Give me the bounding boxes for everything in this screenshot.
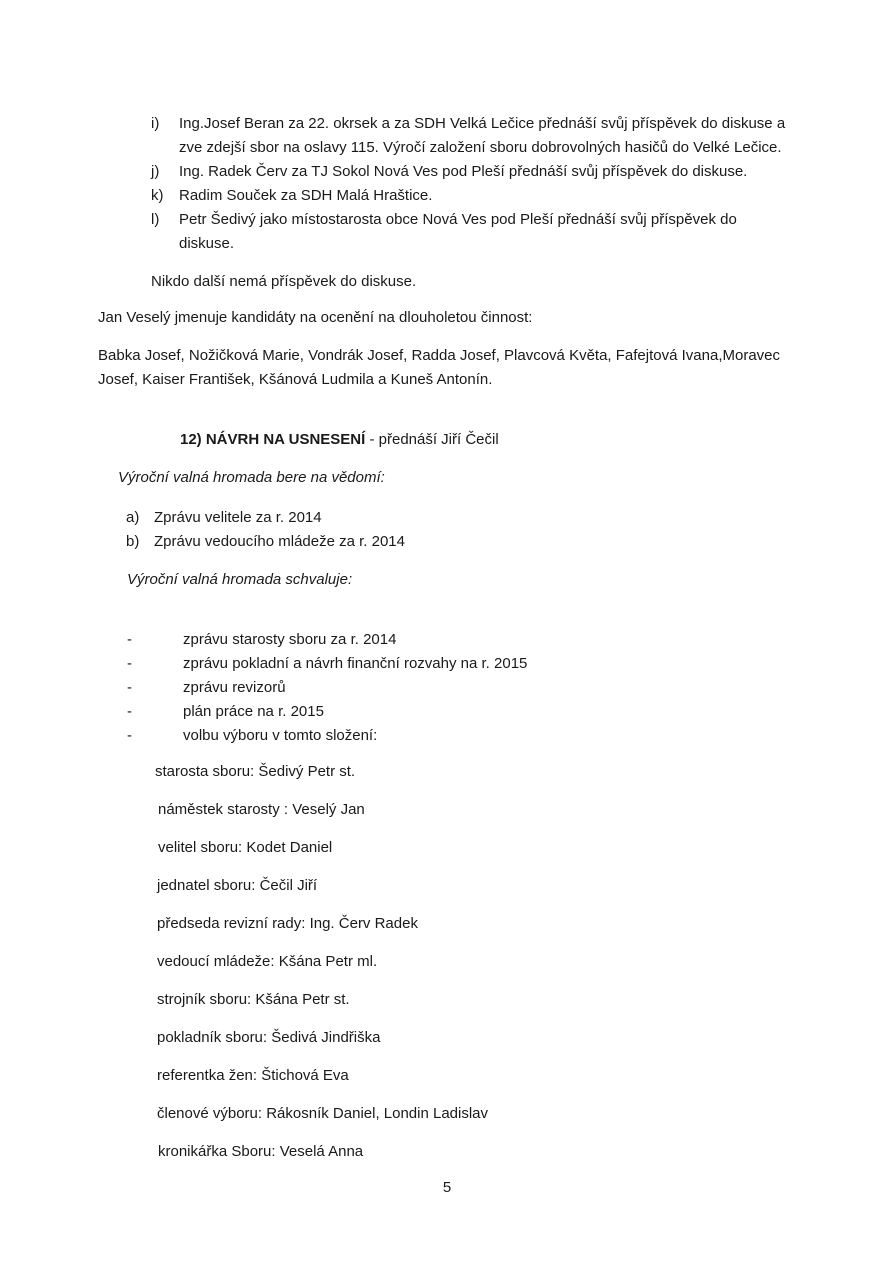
approves-item-text: zprávu revizorů: [183, 679, 286, 696]
approves-heading: Výroční valná hromada schvaluje:: [127, 571, 353, 588]
list-marker: j): [151, 163, 160, 180]
committee-member: starosta sboru: Šedivý Petr st.: [155, 763, 356, 780]
approves-item: [127, 700, 767, 724]
committee-member: členové výboru: Rákosník Daniel, Londin Ladislav: [157, 1105, 489, 1122]
approves-item: [127, 676, 767, 700]
list-item-line: Radim Souček za SDH Malá Hraštice.: [179, 187, 433, 204]
committee-member: velitel sboru: Kodet Daniel: [158, 839, 333, 856]
section-heading: [180, 428, 780, 452]
list-item-line: diskuse.: [179, 235, 235, 252]
approves-item: [127, 628, 767, 652]
takes-note-item-b: [126, 530, 726, 554]
committee-member: vedoucí mládeže: Kšána Petr ml.: [157, 953, 378, 970]
committee-member: kronikářka Sboru: Veselá Anna: [158, 1143, 364, 1160]
approves-item-text: volbu výboru v tomto složení:: [183, 727, 378, 744]
list-marker: l): [151, 211, 160, 228]
no-more-contributions: Nikdo další nemá příspěvek do diskuse.: [151, 273, 417, 290]
committee-member: pokladník sboru: Šedivá Jindřiška: [157, 1029, 381, 1046]
dash-marker: -: [127, 679, 132, 696]
list-item-line: Petr Šedivý jako místostarosta obce Nová Ves pod Pleší přednáší svůj příspěvek do: [179, 211, 737, 228]
list-item-line: Ing.Josef Beran za 22. okrsek a za SDH Velká Lečice přednáší svůj příspěvek do diskuse a: [179, 115, 786, 132]
takes-note-item-a: [126, 506, 726, 530]
list-marker: i): [151, 115, 160, 132]
candidates-line: Babka Josef, Nožičková Marie, Vondrák Josef, Radda Josef, Plavcová Květa, Fafejtová Ivana,Moravec: [98, 347, 781, 364]
dash-marker: -: [127, 703, 132, 720]
committee-member: strojník sboru: Kšána Petr st.: [157, 991, 350, 1008]
takes-note-heading: Výroční valná hromada bere na vědomí:: [118, 469, 385, 486]
dash-marker: -: [127, 655, 132, 672]
committee-member: jednatel sboru: Čečil Jiří: [157, 877, 318, 894]
committee-member: náměstek starosty : Veselý Jan: [158, 801, 365, 818]
dash-marker: -: [127, 631, 132, 648]
approves-item-text: plán práce na r. 2015: [183, 703, 324, 720]
page-number: 5: [442, 1179, 452, 1196]
candidates-list: [98, 344, 798, 392]
list-item-line: Ing. Radek Červ za TJ Sokol Nová Ves pod Pleší přednáší svůj příspěvek do diskuse.: [179, 163, 748, 180]
list-item-i: [151, 112, 791, 160]
candidates-line: Josef, Kaiser František, Kšánová Ludmila a Kuneš Antonín.: [98, 371, 493, 388]
list-item-j: [151, 160, 791, 184]
list-item-line: zve zdejší sbor na oslavy 115. Výročí založení sboru dobrovolných hasičů do Velké Lečice.: [179, 139, 782, 156]
approves-list: [127, 628, 767, 748]
approves-item: [127, 652, 767, 676]
candidates-intro: Jan Veselý jmenuje kandidáty na ocenění na dlouholetou činnost:: [98, 309, 533, 326]
list-item-l: [151, 208, 791, 256]
list-marker: a): [126, 509, 140, 526]
list-marker: k): [151, 187, 164, 204]
dash-marker: -: [127, 727, 132, 744]
list-marker: b): [126, 533, 140, 550]
section-heading-title: 12) NÁVRH NA USNESENÍ: [180, 431, 366, 448]
approves-item-text: zprávu starosty sboru za r. 2014: [183, 631, 397, 648]
list-item-text: Zprávu velitele za r. 2014: [154, 509, 322, 526]
committee-member: předseda revizní rady: Ing. Červ Radek: [157, 915, 418, 932]
list-item-k: [151, 184, 791, 208]
approves-item-text: zprávu pokladní a návrh finanční rozvahy na r. 2015: [183, 655, 528, 672]
committee-member: referentka žen: Štichová Eva: [157, 1067, 349, 1084]
approves-item: [127, 724, 767, 748]
list-item-text: Zprávu vedoucího mládeže za r. 2014: [154, 533, 405, 550]
section-heading-presenter: - přednáší Jiří Čečil: [365, 431, 499, 448]
